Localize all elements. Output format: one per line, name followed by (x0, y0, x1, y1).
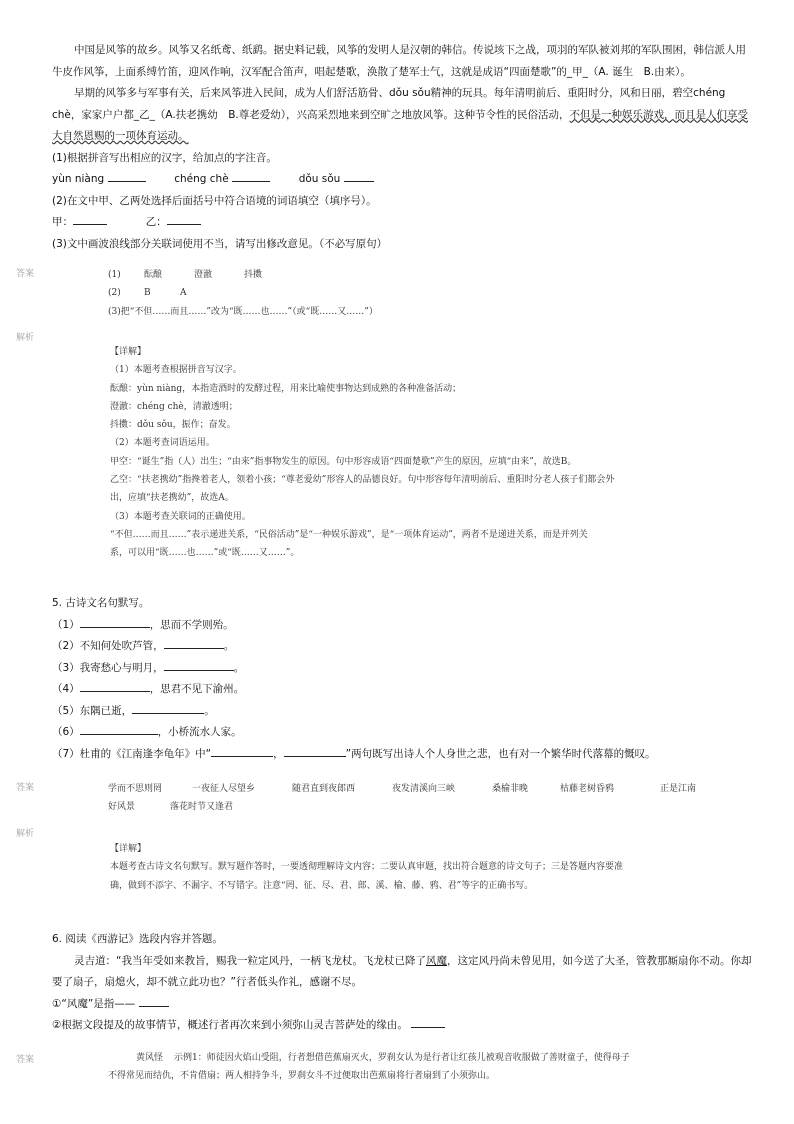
q5-item: （4） ，思君不见下渝州。 (52, 679, 752, 701)
question-4 (52, 40, 752, 255)
q5-item: （7）杜甫的《江南逢李龟年》中“ ， ”两句既写出诗人个人身世之悲，也有对一个繁华时代落幕的慨叹。 (52, 744, 752, 766)
q5-title: 5. 古诗文名句默写。 (52, 597, 150, 609)
answer-blank[interactable] (284, 744, 346, 757)
analysis-tag: 解析 (16, 829, 35, 839)
q4-jia-marker: _甲_ (566, 65, 588, 78)
answer-blank[interactable] (108, 169, 146, 182)
page: 中国是风筝的故乡。风筝又名纸鸢、纸鹞。据史料记载，风筝的发明人是汉朝的韩信。传说垓下之战，项羽的军队被刘邦的军队围困，韩信派人用牛皮作风筝，上面系缚竹笛，迎风作响，汉军配合笛声，唱起楚歌，涣散了楚军士气，这就是成语“四面楚歌”的_甲_（A. 诞生 B.由来）。 早期的风筝多与军事有关，后来风筝进入民间，成为人们舒活筋骨、dǒu sǒu精神的玩具。每年清明前后、重阳时分，风和日丽，碧空chéng chè，家家户户都_乙_（A.扶老携幼 B.尊老爱幼），兴高采烈地来到空旷之地放风筝。这种节令性的民俗活动，不但是一种娱乐游戏，而且是人们享受大自然恩赐的一项体育运动。 (1)根据拼音写出相应的汉字，给加点的字注音。 yùn niàng chéng chè dǒu sǒu (2)在文中甲、乙两处选择后面括号中符合语境的词语填空（填序号）。 甲： 乙： (3)文中画波浪线部分关联词使用不当，请写出修改意见。（不必写原句） 答案 (1) 酝酿 澄澈 抖擞 (2) B A (3)把“不但……而且……”改为“既……也……”（或“既……又……”） 解析 【详解】 （1）本题考查根据拼音写汉字。 酝酿：yùn niàng，本指造酒时的发酵过程，用来比喻使事物达到成熟的各种准备活动； 澄澈：chéng chè，清澈透明； 抖擞：dǒu sǒu，振作；奋发。 （2）本题考查词语运用。 甲空：“诞生”指（人）出生；“由来”指事物发生的原因。句中形容成语“四面楚歌”产生的原因，应填“由来”，故选B。 乙空：“扶老携幼”指搀着老人，领着小孩；“尊老爱幼”形容人的品德良好。句中形容每年清明前后、重阳时分老人孩子们都会外 出，应填“扶老携幼”，故选A。 （3）本题考查关联词的正确使用。 “不但……而且……”表示递进关系，“民俗活动”是“一种娱乐游戏”，是“一项体育运动”，两者不是递进关系，而是并列关 系，可以用“既……也……”或“既……又……”。 5. 古诗文名句默写。 （1） ，思而不学则殆。 （2）不知何处吹芦管， 。 （3）我寄愁心与明月， 。 （4） ，思君不见下渝州。 （5）东隅已逝， 。 （6） ，小桥流水人家。 （7）杜甫的《江南逢李龟年》中“ ， ”两句既写出诗人个人身世之悲，也有对一个繁华时代落幕的慨叹。 答案 学而不思则罔 一夜征人尽望乡 随君直到夜郎西 夜发清溪向三峡 桑榆非晚 枯藤老树昏鸦 正是江南 好风景 落花时节又逢君 解析 【详解】 本题考查古诗文名句默写。默写题作答时，一要透彻理解诗文内容；二要认真审题，找出符合题意的诗文句子；三是答题内容要准 确，做到不添字、不漏字、不写错字。注意“罔、征、尽、君、郎、溪、榆、藤、鸦、君”等字的正确书写。 6. 阅读《西游记》选段内容并答题。 灵吉道：“我当年受如来教旨，赐我一粒定风丹，一柄飞龙杖。飞龙杖已降了风魔，这定风丹尚未曾见用，如今送了大圣，管教那厮扇你不动。你却要了扇子，扇熄火，却不就立此功也？”行者低头作礼，感谢不尽。 ①“风魔”是指—— ②根据文段提及的故事情节，概述行者再次来到小须弥山灵吉菩萨处的缘由。 答案 黄风怪 示例1：师徒因火焰山受阻，行者想借芭蕉扇灭火，罗刹女认为是行者让红孩儿被观音收服做了善财童子，使得母子 不得常见而结仇，不肯借扇；两人相持争斗，罗刹女斗不过便取出芭蕉扇将行者扇到了小须弥山。 (0, 0, 794, 1124)
q6-passage: 灵吉道：“我当年受如来教旨，赐我一粒定风丹，一柄飞龙杖。飞龙杖已降了风魔，这定风丹尚未曾见用，如今送了大圣，管教那厮扇你不动。你却要了扇子，扇熄火，却不就立此功也？”行者低头作礼，感谢不尽。 (52, 954, 752, 988)
analysis-tag: 解析 (16, 333, 35, 343)
q4-wavy-text: 不但是一种娱乐游戏，而且是人们享受大自然恩赐的一项体育运动。 (52, 108, 749, 142)
answer-blank[interactable] (80, 679, 150, 692)
q4-yi-marker: _乙_ (133, 108, 155, 121)
answer-blank[interactable] (232, 169, 270, 182)
answer-tag: 答案 (16, 269, 35, 279)
answer-blank[interactable] (167, 212, 201, 225)
answer-blank[interactable] (139, 994, 169, 1007)
q4-paragraph-1: 中国是风筝的故乡。风筝又名纸鸢、纸鹞。据史料记载，风筝的发明人是汉朝的韩信。传说垓下之战，项羽的军队被刘邦的军队围困，韩信派人用牛皮作风筝，上面系缚竹笛，迎风作响，汉军配合笛声，唱起楚歌，涣散了楚军士气，这就是成语“四面楚歌”的_甲_（A. 诞生 B.由来）。 (52, 44, 746, 78)
q6-sub-2: ②根据文段提及的故事情节，概述行者再次来到小须弥山灵吉菩萨处的缘由。 (52, 1015, 752, 1037)
answer-blank[interactable] (73, 212, 107, 225)
answer-blank[interactable] (344, 169, 374, 182)
q4-jia-yi-row: 甲： 乙： (52, 212, 752, 234)
question-5 (52, 593, 752, 765)
q5-item: （1） ，思而不学则殆。 (52, 615, 752, 637)
q6-title: 6. 阅读《西游记》选段内容并答题。 (52, 933, 223, 945)
question-6 (52, 929, 752, 1037)
q5-item: （5）东隅已逝， 。 (52, 701, 752, 723)
q4-pinyin-row: yùn niàng chéng chè dǒu sǒu (52, 169, 752, 191)
answer-blank[interactable] (164, 636, 224, 649)
q5-item: （6） ，小桥流水人家。 (52, 722, 752, 744)
answer-tag: 答案 (16, 1055, 35, 1065)
answer-blank[interactable] (411, 1015, 445, 1028)
answer-blank[interactable] (132, 701, 204, 714)
answer-blank[interactable] (80, 722, 158, 735)
answer-tag: 答案 (16, 783, 35, 793)
q4-sub-2: (2)在文中甲、乙两处选择后面括号中符合语境的词语填空（填序号）。 (52, 194, 377, 207)
answer-blank[interactable] (80, 615, 150, 628)
q4-sub-3: (3)文中画波浪线部分关联词使用不当，请写出修改意见。（不必写原句） (52, 237, 388, 250)
q6-sub-1: ①“风魔”是指—— (52, 994, 752, 1016)
answer-blank[interactable] (211, 744, 273, 757)
q4-paragraph-2: 早期的风筝多与军事有关，后来风筝进入民间，成为人们舒活筋骨、dǒu sǒu精神的玩具。每年清明前后、重阳时分，风和日丽，碧空chéng chè，家家户户都_乙_（A.扶老携幼 B.尊老爱幼），兴高采烈地来到空旷之地放风筝。这种节令性的民俗活动，不但是一种娱乐游戏，而且是人们享受大自然恩赐的一项体育运动。 (52, 87, 749, 142)
q4-sub-1: (1)根据拼音写出相应的汉字，给加点的字注音。 (52, 151, 277, 164)
q5-item: （2）不知何处吹芦管， 。 (52, 636, 752, 658)
answer-blank[interactable] (164, 658, 234, 671)
q5-item: （3）我寄愁心与明月， 。 (52, 658, 752, 680)
